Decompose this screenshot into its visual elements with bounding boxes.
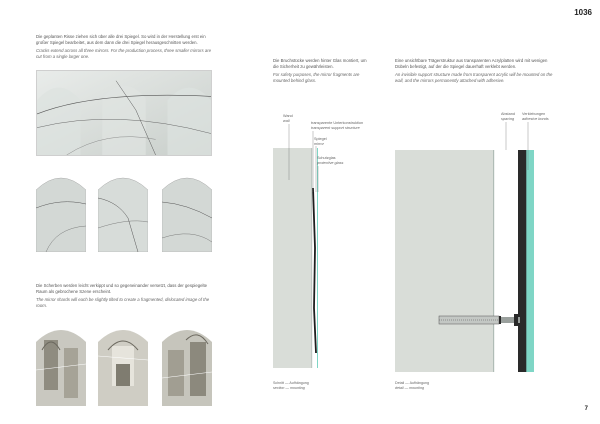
- shards-text-de: Die Scherben werden leicht verkippt und so gegeneinander versetzt, dass der gespiegelte Raum als gebrochene Szene erscheint.: [36, 283, 208, 294]
- arched-mirror-3: [162, 168, 212, 252]
- page-number-bottom: 7: [584, 406, 588, 412]
- label-spacing-de: Abstand: [501, 112, 515, 116]
- reflection-image-1: [36, 320, 86, 406]
- label-support-de: transparente Unterkonstruktion: [311, 121, 364, 125]
- right-caption: [395, 381, 429, 391]
- label-glass-de: Schutzglas: [317, 156, 336, 160]
- middle-text-en: For safety purposes, the mirror fragments are mounted behind glass.: [273, 72, 360, 83]
- reflection-image-2: [98, 320, 148, 406]
- arched-mirror-2: [98, 168, 148, 252]
- page-number-top: 1036: [574, 8, 592, 17]
- right-text: [395, 58, 555, 84]
- label-support: [311, 121, 363, 131]
- label-adhesive-de: Verklebungen: [522, 112, 546, 116]
- intro-text-de: Die geplanten Risse ziehen sich über alle drei Spiegel. So wird in der Herstellung erst ein großer Spiegel bearbeitet, aus dem dann die drei Spiegel herausgeschnitten werden.: [36, 34, 206, 45]
- reflection-image-3: [162, 320, 212, 406]
- middle-caption-de: Schnitt — Aufhängung: [273, 381, 309, 385]
- label-glass: [317, 156, 343, 166]
- middle-text: [273, 58, 373, 84]
- arched-mirror-1: [36, 168, 86, 252]
- label-glass-en: protective glass: [317, 161, 344, 165]
- section-drawing: [273, 148, 331, 368]
- middle-text-de: Die Bruchstücke werden hinter Glas montiert, um die Sicherheit zu gewährleisten.: [273, 58, 367, 69]
- shards-text: [36, 283, 212, 309]
- right-caption-en: detail — mounting: [395, 386, 424, 390]
- right-text-de: Eine unsichtbare Trägerstruktur aus transparenten Acrylplatten wird mit wenigen Dübeln befestigt, auf der die Spiegel dauerhaft verklebt werden.: [395, 58, 548, 69]
- intro-text-en: Cracks extend across all three mirrors. For the production process, three smaller mirrors are cut from a single larger one.: [36, 48, 212, 59]
- label-mirror: [314, 137, 327, 147]
- label-mirror-de: Spiegel: [314, 137, 327, 141]
- cracked-mirror-image: [36, 70, 212, 156]
- right-text-en: An invisible support structure made from transparent acrylic will be mounted on the wall, and the mirrors permanently attached with adhesive.: [395, 72, 553, 83]
- label-spacing-en: spacing: [501, 117, 515, 121]
- label-adhesive: [522, 112, 549, 122]
- shards-text-en: The mirror shards will each be slightly tilted to create a fragmented, dislocated image of the room.: [36, 297, 210, 308]
- label-wall-en: wall: [283, 119, 290, 123]
- label-adhesive-en: adhesive bonds: [522, 117, 549, 121]
- label-wall: [283, 114, 293, 124]
- label-mirror-en: mirror: [314, 142, 324, 146]
- label-wall-de: Wand: [283, 114, 293, 118]
- middle-caption: [273, 381, 309, 391]
- right-caption-de: Detail — Aufhängung: [395, 381, 429, 385]
- label-support-en: transparent support structure: [311, 126, 360, 130]
- intro-text: [36, 34, 212, 60]
- label-spacing: [501, 112, 515, 122]
- detail-drawing: [395, 150, 550, 372]
- middle-caption-en: section — mounting: [273, 386, 305, 390]
